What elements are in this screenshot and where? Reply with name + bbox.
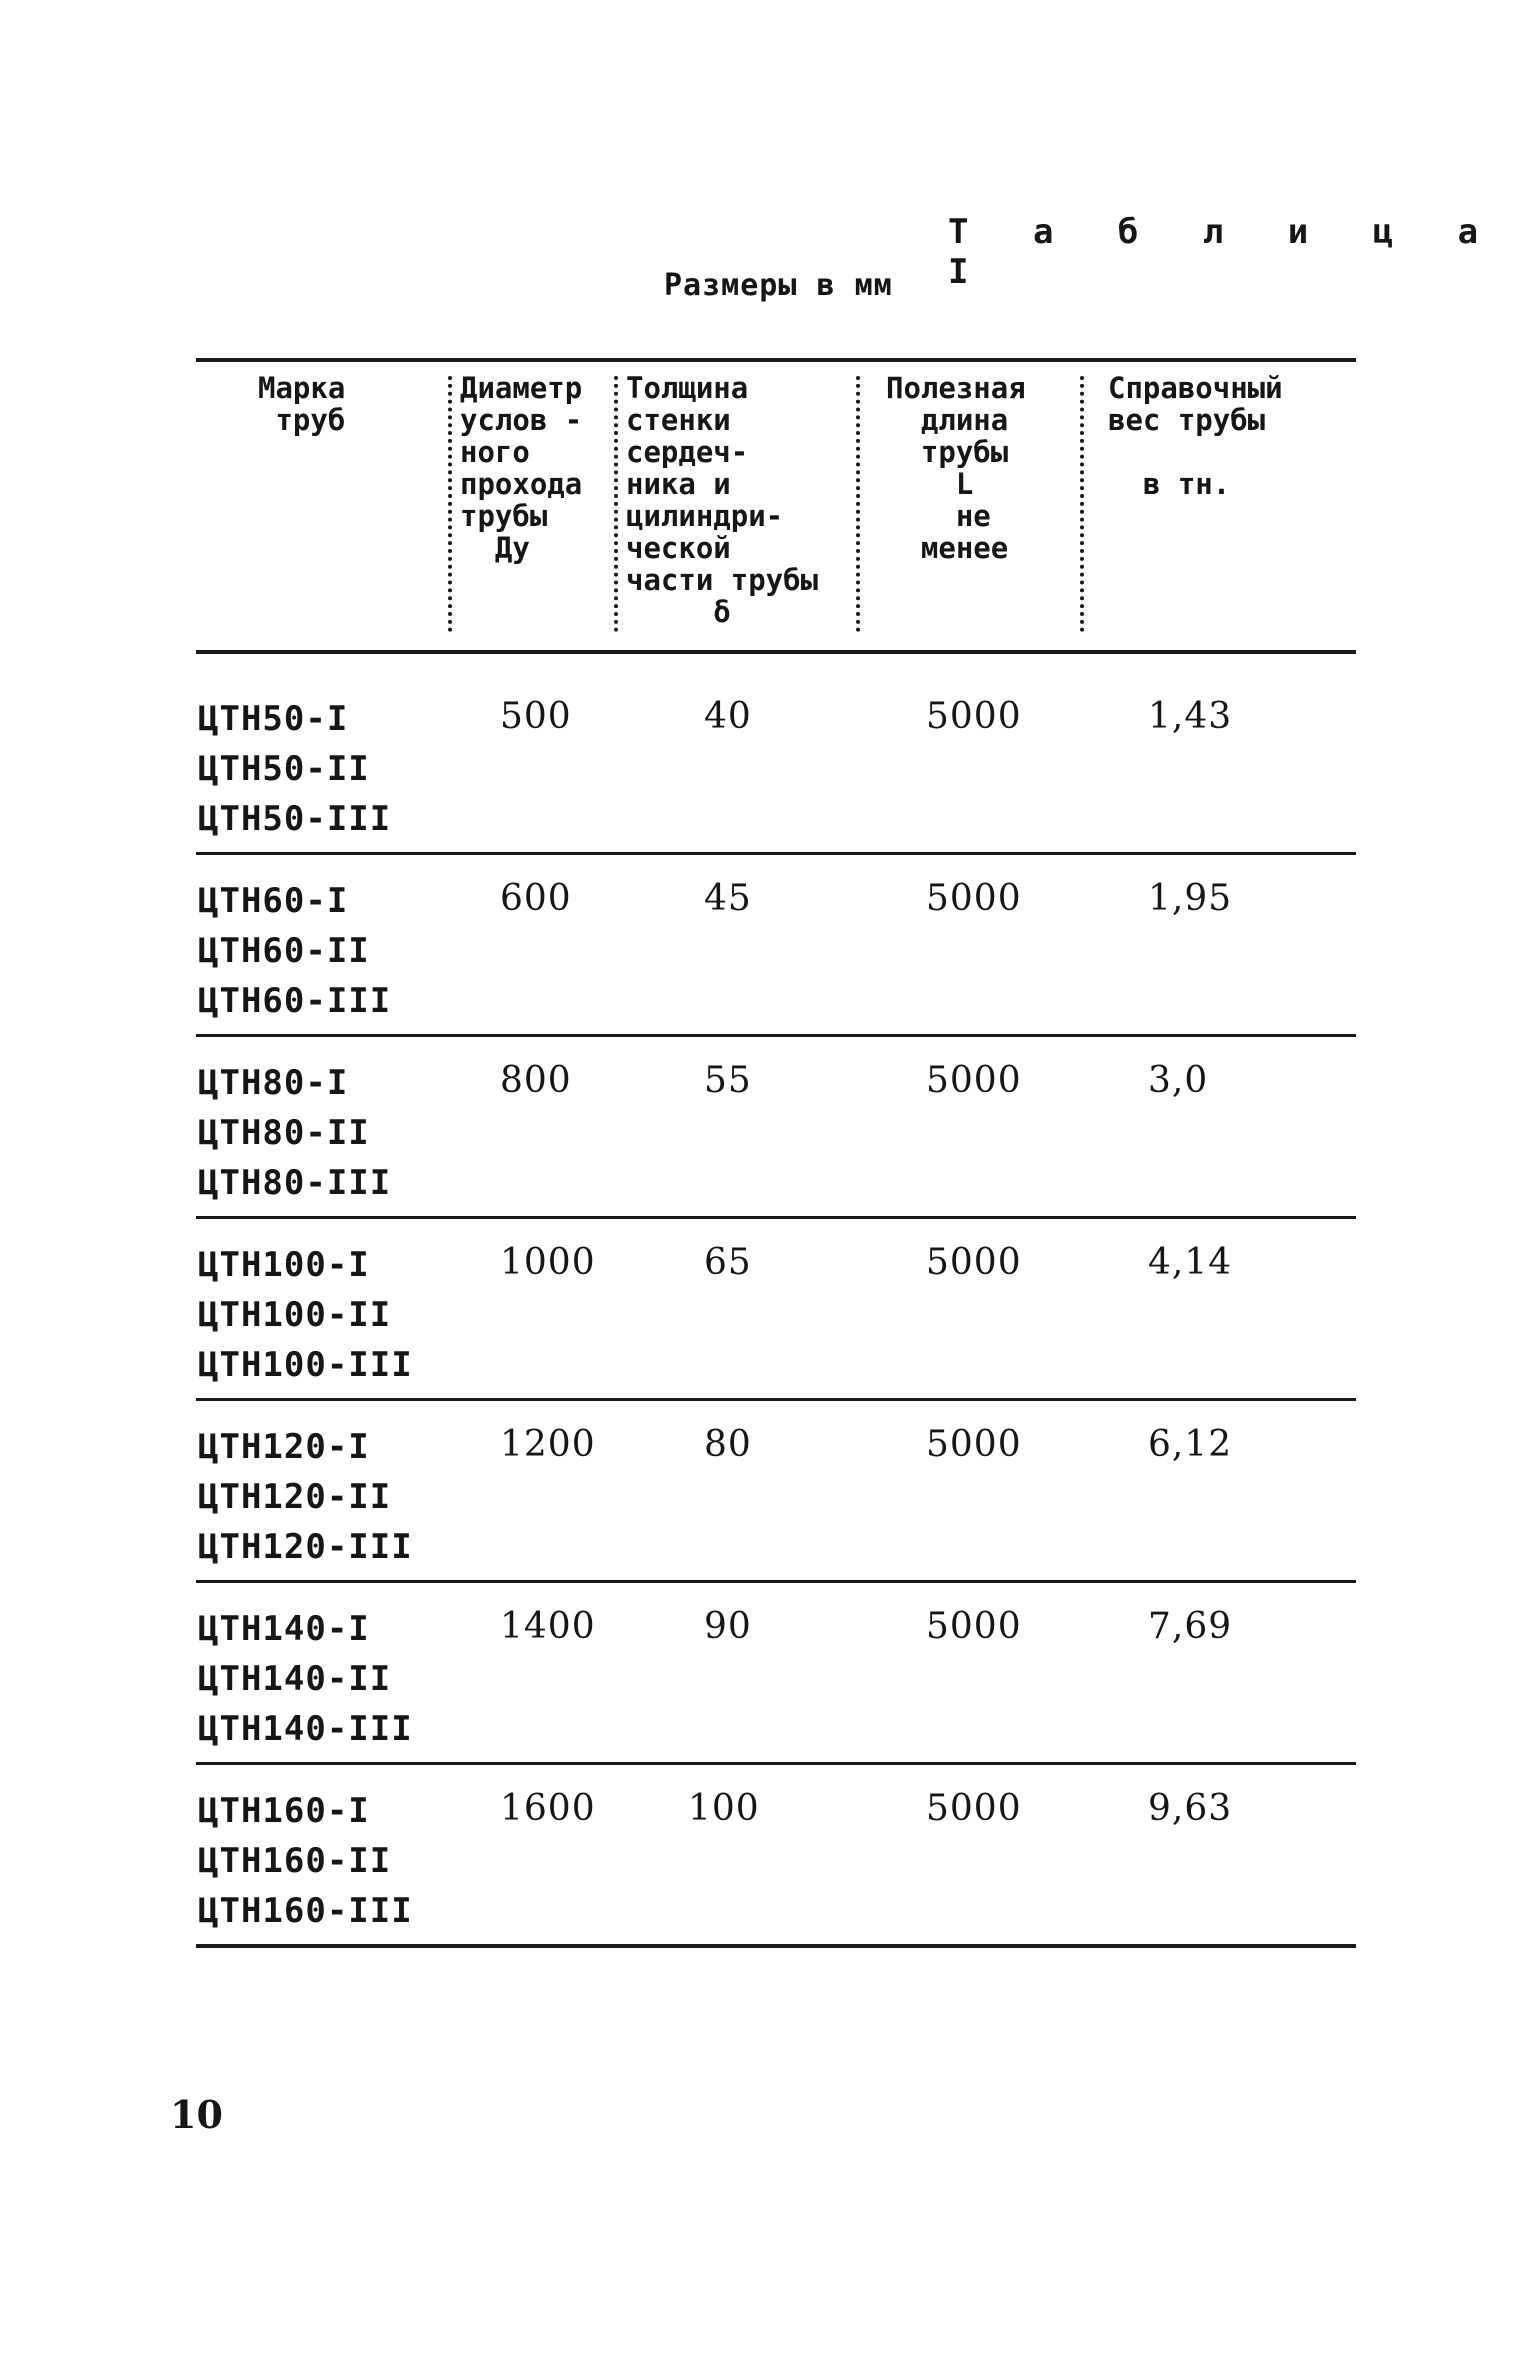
mark-label: ЦТН140-II bbox=[198, 1659, 392, 1699]
mark-label: ЦТН60-III bbox=[198, 981, 392, 1021]
row-rule bbox=[196, 852, 1356, 855]
row-marks bbox=[198, 1058, 391, 1208]
cell-weight: 9,63 bbox=[1148, 1788, 1233, 1829]
cell-diameter: 800 bbox=[500, 1060, 572, 1101]
mark-label: ЦТН140-I bbox=[198, 1609, 370, 1649]
cell-diameter: 1200 bbox=[500, 1424, 596, 1465]
cell-length: 5000 bbox=[926, 878, 1022, 919]
cell-weight: 1,95 bbox=[1148, 878, 1233, 919]
row-rule bbox=[196, 1762, 1356, 1765]
mark-label: ЦТН80-III bbox=[198, 1163, 392, 1203]
row-marks bbox=[198, 1786, 413, 1936]
mark-label: ЦТН100-II bbox=[198, 1295, 392, 1335]
row-rule bbox=[196, 1216, 1356, 1219]
cell-length: 5000 bbox=[926, 1242, 1022, 1283]
cell-thickness: 65 bbox=[704, 1242, 752, 1283]
mark-label: ЦТН160-II bbox=[198, 1841, 392, 1881]
cell-thickness: 55 bbox=[704, 1060, 752, 1101]
cell-diameter: 1000 bbox=[500, 1242, 596, 1283]
cell-length: 5000 bbox=[926, 1060, 1022, 1101]
mark-label: ЦТН100-I bbox=[198, 1245, 370, 1285]
table-caption: Т а б л и ц а I bbox=[948, 212, 1501, 292]
cell-thickness: 100 bbox=[688, 1788, 760, 1829]
cell-weight: 4,14 bbox=[1148, 1242, 1233, 1283]
table-top-rule bbox=[196, 358, 1356, 362]
header-length: Полезная длина трубы L не менее bbox=[886, 371, 1026, 565]
mark-label: ЦТН50-II bbox=[198, 749, 370, 789]
cell-length: 5000 bbox=[926, 1606, 1022, 1647]
cell-thickness: 90 bbox=[704, 1606, 752, 1647]
header-separator bbox=[614, 376, 618, 632]
cell-thickness: 40 bbox=[704, 696, 752, 737]
mark-label: ЦТН120-I bbox=[198, 1427, 370, 1467]
header-separator bbox=[1080, 376, 1084, 632]
header-separator bbox=[856, 376, 860, 632]
mark-label: ЦТН80-I bbox=[198, 1063, 349, 1103]
cell-weight: 3,0 bbox=[1148, 1060, 1209, 1101]
cell-diameter: 1600 bbox=[500, 1788, 596, 1829]
cell-thickness: 45 bbox=[704, 878, 752, 919]
mark-label: ЦТН160-III bbox=[198, 1891, 413, 1931]
row-marks bbox=[198, 1240, 413, 1390]
row-rule bbox=[196, 1580, 1356, 1583]
cell-thickness: 80 bbox=[704, 1424, 752, 1465]
row-rule bbox=[196, 1034, 1356, 1037]
mark-label: ЦТН100-III bbox=[198, 1345, 413, 1385]
mark-label: ЦТН120-II bbox=[198, 1477, 392, 1517]
page-number: 10 bbox=[170, 2092, 223, 2137]
units-caption: Размеры в мм bbox=[664, 268, 893, 303]
cell-diameter: 500 bbox=[500, 696, 572, 737]
mark-label: ЦТН50-III bbox=[198, 799, 392, 839]
mark-label: ЦТН120-III bbox=[198, 1527, 413, 1567]
header-diameter: Диаметр услов - ного прохода трубы Ду bbox=[460, 371, 583, 565]
cell-diameter: 1400 bbox=[500, 1606, 596, 1647]
table-bottom-rule bbox=[196, 1944, 1356, 1948]
mark-label: ЦТН50-I bbox=[198, 699, 349, 739]
header-mark: Марка труб bbox=[258, 371, 346, 437]
row-marks bbox=[198, 1604, 413, 1754]
cell-length: 5000 bbox=[926, 1788, 1022, 1829]
mark-label: ЦТН160-I bbox=[198, 1791, 370, 1831]
cell-weight: 7,69 bbox=[1148, 1606, 1233, 1647]
cell-diameter: 600 bbox=[500, 878, 572, 919]
mark-label: ЦТН60-II bbox=[198, 931, 370, 971]
cell-length: 5000 bbox=[926, 696, 1022, 737]
mark-label: ЦТН140-III bbox=[198, 1709, 413, 1749]
row-marks bbox=[198, 876, 391, 1026]
header-weight: Справочный вес трубы в тн. bbox=[1108, 371, 1283, 501]
cell-length: 5000 bbox=[926, 1424, 1022, 1465]
row-marks bbox=[198, 1422, 413, 1572]
cell-weight: 6,12 bbox=[1148, 1424, 1233, 1465]
row-rule bbox=[196, 1398, 1356, 1401]
header-thickness: Толщина стенки сердеч- ника и цилиндри- ческой части трубы δ bbox=[626, 371, 819, 629]
header-separator bbox=[448, 376, 452, 632]
cell-weight: 1,43 bbox=[1148, 696, 1233, 737]
mark-label: ЦТН80-II bbox=[198, 1113, 370, 1153]
row-marks bbox=[198, 694, 391, 844]
mark-label: ЦТН60-I bbox=[198, 881, 349, 921]
header-bottom-rule bbox=[196, 650, 1356, 654]
